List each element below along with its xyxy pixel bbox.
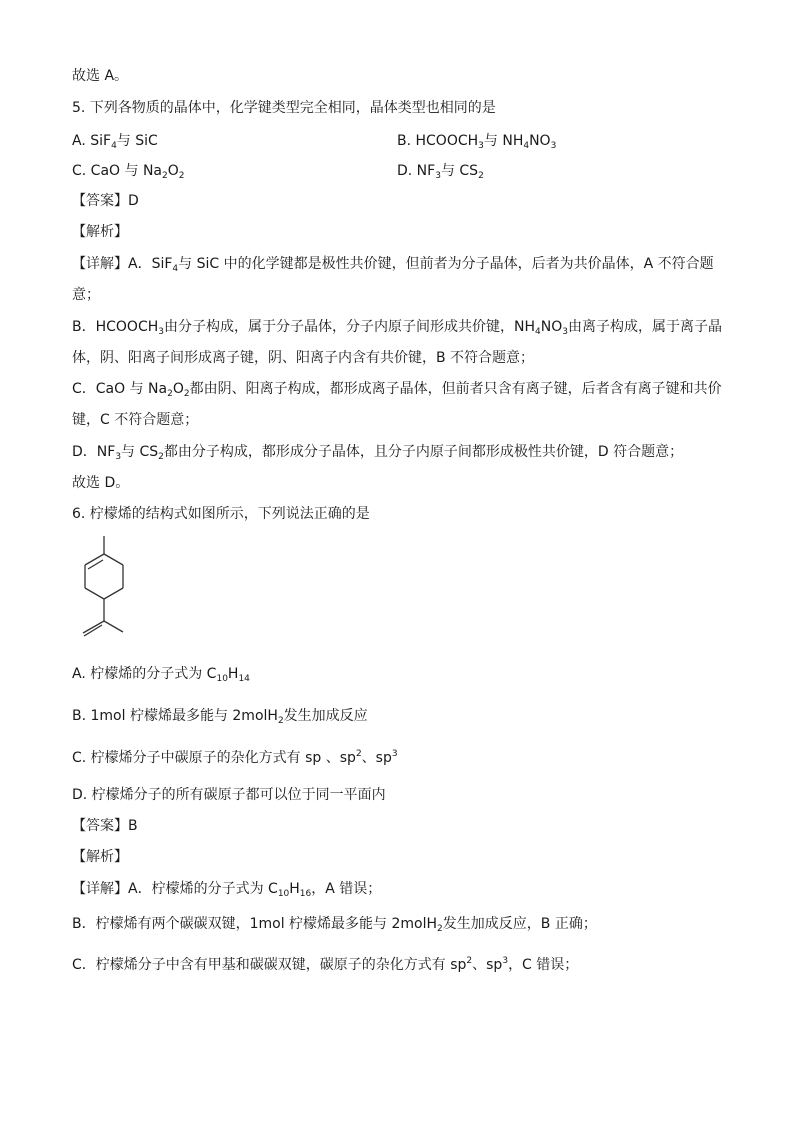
question-6-stem: 6. 柠檬烯的结构式如图所示，下列说法正确的是: [72, 506, 370, 522]
q5-option-d: D. $NF_3$与 $CS_2$: [397, 163, 484, 181]
q5-option-c: C. CaO 与 $Na_2O_2$: [72, 163, 185, 181]
q5-option-a: A. SiF$_4$与 SiC: [72, 133, 158, 151]
prev-conclusion: 故选 A。: [72, 68, 129, 84]
q6-answer: 【答案】B: [72, 818, 138, 834]
q5-detail-a-cont: 意；: [72, 287, 100, 303]
q6-detail-a: 【详解】A．柠檬烯的分子式为 $C_{10}H_{16}$，A 错误；: [72, 881, 382, 899]
q5-detail-b: B．$HCOOCH_3$由分子构成，属于分子晶体，分子内原子间形成共价键，$NH_4NO_3$由离子构成，属于离子晶: [72, 319, 722, 337]
limonene-structure-diagram: [70, 532, 140, 652]
q5-option-b: B. $HCOOCH_3$与 $NH_4NO_3$: [397, 133, 557, 151]
q6-option-a: A. 柠檬烯的分子式为 $C_{10}H_{14}$: [72, 666, 250, 684]
q5-detail-d: D．$NF_3$与 $CS_2$都由分子构成，都形成分子晶体，且分子内原子间都形成极性共价键，D 符合题意；: [72, 444, 684, 462]
q5-detail-c-cont: 键，C 不符合题意；: [72, 412, 199, 428]
q5-analysis-heading: 【解析】: [72, 224, 128, 240]
q5-answer: 【答案】D: [72, 193, 139, 209]
q6-option-b: B. 1mol 柠檬烯最多能与 2molH$_2$发生加成反应: [72, 708, 368, 726]
q6-detail-b: B．柠檬烯有两个碳碳双键，1mol 柠檬烯最多能与 2molH$_2$发生加成反应，B 正确；: [72, 916, 597, 934]
question-5-stem: 5. 下列各物质的晶体中，化学键类型完全相同，晶体类型也相同的是: [72, 100, 496, 116]
q6-option-c: C. 柠檬烯分子中碳原子的杂化方式有 sp 、$sp^2$、$sp^3$: [72, 749, 398, 766]
q6-detail-c: C．柠檬烯分子中含有甲基和碳碳双键，碳原子的杂化方式有 $sp^2$、$sp^3$，C 错误；: [72, 956, 579, 973]
q6-option-d: D. 柠檬烯分子的所有碳原子都可以位于同一平面内: [72, 787, 386, 803]
q5-conclusion: 故选 D。: [72, 475, 130, 491]
q5-detail-b-cont: 体，阴、阳离子间形成离子键，阴、阳离子内含有共价键，B 不符合题意；: [72, 350, 535, 366]
q5-detail-c: C．CaO 与 $Na_2O_2$都由阴、阳离子构成，都形成离子晶体，但前者只含有离子键，后者含有离子键和共价: [72, 381, 722, 399]
q5-detail-a: 【详解】A．SiF$_4$与 SiC 中的化学键都是极性共价键，但前者为分子晶体，后者为共价晶体，A 不符合题: [72, 256, 714, 274]
q6-analysis-heading: 【解析】: [72, 849, 128, 865]
